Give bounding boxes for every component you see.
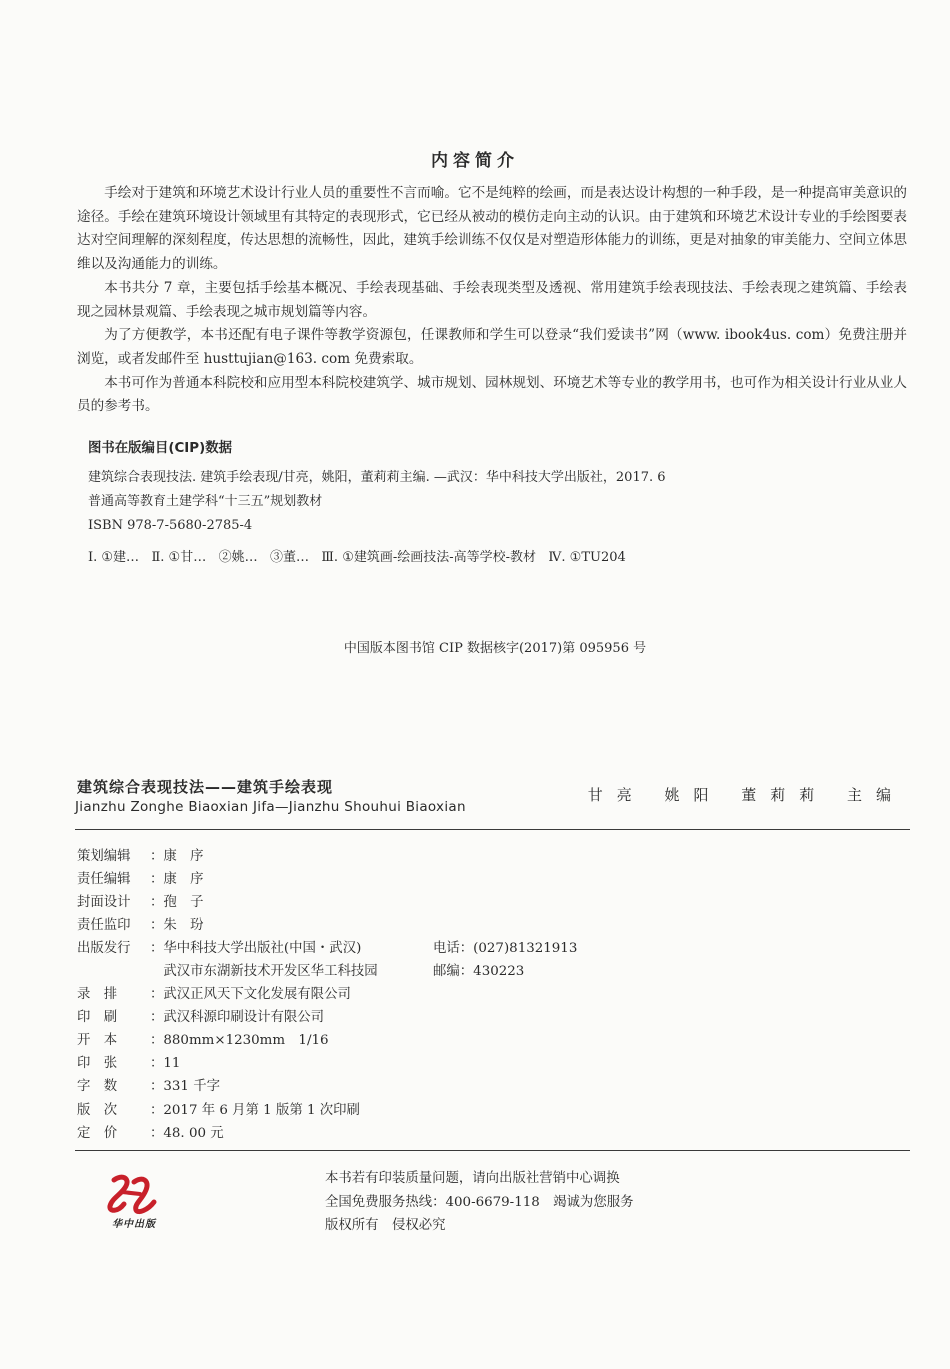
credit-printing: 印 刷 ： 武汉科源印刷设计有限公司 [77,1006,378,1029]
credit-value: 2017 年 6 月第 1 版第 1 次印刷 [163,1102,360,1118]
credit-publisher: 出版发行 ： 华中科技大学出版社(中国・武汉) [77,937,378,960]
summary-body [77,182,907,419]
cip-heading: 图书在版编目(CIP)数据 [88,441,232,456]
cip-classification: Ⅰ. ①建… Ⅱ. ①甘… ②姚… ③董… Ⅲ. ①建筑画-绘画技法-高等学校-教材 Ⅳ. ①TU204 [88,550,626,565]
credit-value: 朱 玢 [163,918,204,934]
publisher-phone: 电话：(027)81321913 [433,941,578,956]
credit-responsible-editor: 责任编辑 ： 康 序 [77,868,378,891]
notice-line-1: 本书若有印装质量问题，请向出版社营销中心调换 [325,1171,620,1186]
credit-value: 孢 子 [163,895,204,911]
notice-block [325,1167,634,1238]
divider-bottom [75,1150,910,1151]
credit-label: 录 排 [77,987,118,1003]
credit-address [77,960,378,983]
book-title-pinyin: Jianzhu Zonghe Biaoxian Jifa—Jianzhu Shouhui Biaoxian [75,799,466,815]
credit-value: 武汉科源印刷设计有限公司 [163,1010,325,1026]
divider-top [75,829,910,830]
cip-block [88,466,666,538]
credit-words: 字 数 ： 331 千字 [77,1075,378,1098]
publisher-logo-text: 华中出版 [112,1219,156,1230]
credit-label: 印 张 [77,1056,118,1072]
credit-label: 责任编辑 [77,872,131,888]
credit-value: 48. 00 元 [163,1125,224,1141]
credits-block [77,845,378,1145]
credit-planning-editor: 策划编辑 ： 康 序 [77,845,378,868]
credit-format: 开 本 ： 880mm×1230mm 1/16 [77,1029,378,1052]
credit-supervisor: 责任监印 ： 朱 玢 [77,914,378,937]
publisher-postcode: 邮编：430223 [433,964,525,979]
book-editors: 甘亮 姚阳 董莉莉 主编 [587,786,905,804]
cip-line-1: 建筑综合表现技法. 建筑手绘表现/甘亮，姚阳，董莉莉主编. —武汉：华中科技大学出版社，2017. 6 [88,470,666,485]
credit-label: 封面设计 [77,895,131,911]
credit-value: 康 序 [163,849,204,864]
credit-label: 责任监印 [77,918,131,934]
intro-paragraph-1: 手绘对于建筑和环境艺术设计行业人员的重要性不言而喻。它不是纯粹的绘画，而是表达设计构想的一种手段，是一种提高审美意识的途径。手绘在建筑环境设计领域里有其特定的表现形式，它已经从被动的模仿走向主动的认识。由于建筑和环境艺术设计专业的手绘图要表达对空间理解的深刻程度，传达思想的流畅性，因此，建筑手绘训练不仅仅是对塑造形体能力的训练，更是对抽象的审美能力、空间立体思维以及沟通能力的训练。 [77,185,907,273]
credit-label: 印 刷 [77,1010,118,1026]
credit-value: 武汉正风天下文化发展有限公司 [163,987,351,1003]
credit-cover-design: 封面设计 ： 孢 子 [77,891,378,914]
credit-value: 331 千字 [163,1079,220,1095]
credit-sheets: 印 张 ： 11 [77,1052,378,1075]
cip-record-number: 中国版本图书馆 CIP 数据核字(2017)第 095956 号 [343,641,647,656]
publisher-logo-icon [104,1172,168,1216]
credit-label: 出版发行 [77,941,131,957]
credit-label: 字 数 [77,1079,118,1095]
credit-value: 11 [163,1056,181,1072]
intro-paragraph-4: 本书可作为普通本科院校和应用型本科院校建筑学、城市规划、园林规划、环境艺术等专业的教学用书，也可作为相关设计行业从业人员的参考书。 [77,374,907,415]
intro-paragraph-3: 为了方便教学，本书还配有电子课件等教学资源包，任课教师和学生可以登录“我们爱读书”网（www. ibook4us. com）免费注册并浏览，或者发邮件至 husttujian@163. com 免费索取。 [77,327,907,367]
credit-label: 版 次 [77,1102,118,1118]
credit-value: 880mm×1230mm 1/16 [163,1033,329,1049]
notice-line-2: 全国免费服务热线：400-6679-118 竭诚为您服务 [325,1194,634,1210]
summary-title: 内容简介 [431,151,519,171]
credit-value: 华中科技大学出版社(中国・武汉) [163,941,362,957]
credit-label: 定 价 [77,1125,118,1141]
credit-label: 策划编辑 [77,849,131,864]
book-title: 建筑综合表现技法——建筑手绘表现 [77,778,334,796]
notice-line-3: 版权所有 侵权必究 [325,1218,446,1233]
credit-label: 开 本 [77,1033,118,1049]
credit-edition: 版 次 ： 2017 年 6 月第 1 版第 1 次印刷 [77,1099,378,1122]
credit-value: 康 序 [163,872,204,888]
credit-typesetting: 录 排 ： 武汉正风天下文化发展有限公司 [77,983,378,1006]
intro-paragraph-2: 本书共分 7 章，主要包括手绘基本概况、手绘表现基础、手绘表现类型及透视、常用建筑手绘表现技法、手绘表现之建筑篇、手绘表现之园林景观篇、手绘表现之城市规划篇等内容。 [77,279,907,320]
credit-price: 定 价 ： 48. 00 元 [77,1122,378,1145]
cip-line-2: 普通高等教育土建学科“十三五”规划教材 [88,494,323,509]
credit-value: 武汉市东湖新技术开发区华工科技园 [163,964,378,980]
cip-line-3: ISBN 978-7-5680-2785-4 [88,518,253,533]
